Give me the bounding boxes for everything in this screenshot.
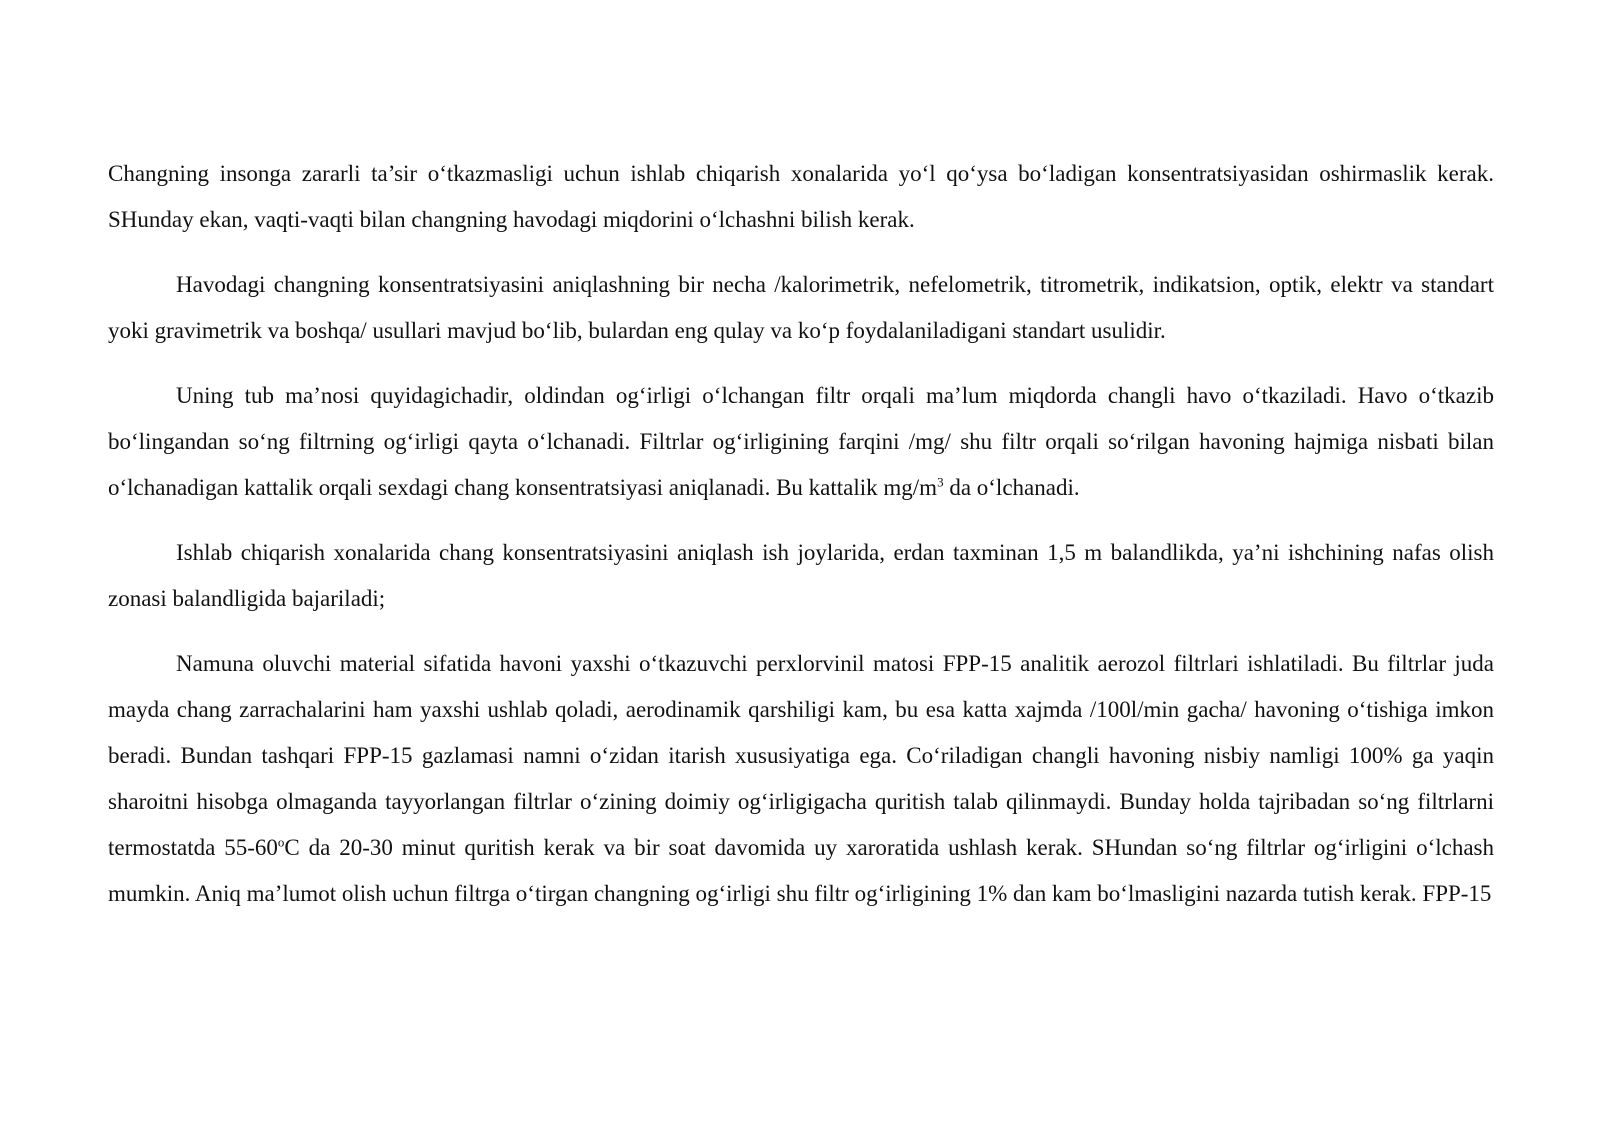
paragraph-5-text-end: C da 20-30 minut quritish kerak va bir soat davomida uy xaroratida ushlash kerak. SHundan so‘ng filtrlar og‘irligini o‘lchash mumkin. Aniq ma’lumot olish uchun filtrga o‘tirgan changning og‘irligi shu filtr og‘irligining 1% dan kam bo‘lmasligini nazarda tutish kerak. FPP-15 xyxy=(108,835,1494,906)
paragraph-3-text-end: da o‘lchanadi. xyxy=(943,475,1080,500)
paragraph-3 xyxy=(108,373,1494,511)
paragraph-1: Changning insonga zararli ta’sir o‘tkazmasligi uchun ishlab chiqarish xonalarida yo‘l qo‘ysa bo‘ladigan konsentratsiyasidan oshirmaslik kerak. SHunday ekan, vaqti-vaqti bilan changning havodagi miqdorini o‘lchashni bilish kerak. xyxy=(108,161,1494,232)
paragraph-5 xyxy=(108,641,1494,917)
paragraph-5-superscript: o xyxy=(277,834,285,850)
paragraph-4: Ishlab chiqarish xonalarida chang konsentratsiyasini aniqlash ish joylarida, erdan taxminan 1,5 m balandlikda, ya’ni ishchining nafas olish zonasi balandligida bajariladi; xyxy=(108,540,1494,611)
paragraph-3-text: Uning tub ma’nosi quyidagichadir, oldindan og‘irligi o‘lchangan filtr orqali ma’lum miqdorda changli havo o‘tkaziladi. Havo o‘tkazib bo‘lingandan so‘ng filtrning og‘irligi qayta o‘lchanadi. Filtrlar og‘irligining farqini /mg/ shu filtr orqali so‘rilgan havoning hajmiga nisbati bilan o‘lchanadigan kattalik orqali sexdagi chang konsentratsiyasi aniqlanadi. Bu kattalik mg/m xyxy=(108,383,1494,500)
paragraph-3-superscript: 3 xyxy=(937,474,944,490)
document-page xyxy=(108,151,1494,936)
paragraph-5-text: Namuna oluvchi material sifatida havoni yaxshi o‘tkazuvchi perxlorvinil matosi FPP-15 analitik aerozol filtrlari ishlatiladi. Bu filtrlar juda mayda chang zarrachalarini ham yaxshi ushlab qoladi, aerodinamik qarshiligi kam, bu esa katta xajmda /100l/min gacha/ havoning o‘tishiga imkon beradi. Bundan tashqari FPP-15 gazlamasi namni o‘zidan itarish xususiyatiga ega. Co‘riladigan changli havoning nisbiy namligi 100% ga yaqin sharoitni hisobga olmaganda tayyorlangan filtrlar o‘zining doimiy og‘irligigacha quritish talab qilinmaydi. Bunday holda tajribadan so‘ng filtrlarni termostatda 55-60 xyxy=(108,651,1494,860)
paragraph-2: Havodagi changning konsentratsiyasini aniqlashning bir necha /kalorimetrik, nefelometrik, titrometrik, indikatsion, optik, elektr va standart yoki gravimetrik va boshqa/ usullari mavjud bo‘lib, bulardan eng qulay va ko‘p foydalaniladigani standart usulidir. xyxy=(108,272,1494,343)
